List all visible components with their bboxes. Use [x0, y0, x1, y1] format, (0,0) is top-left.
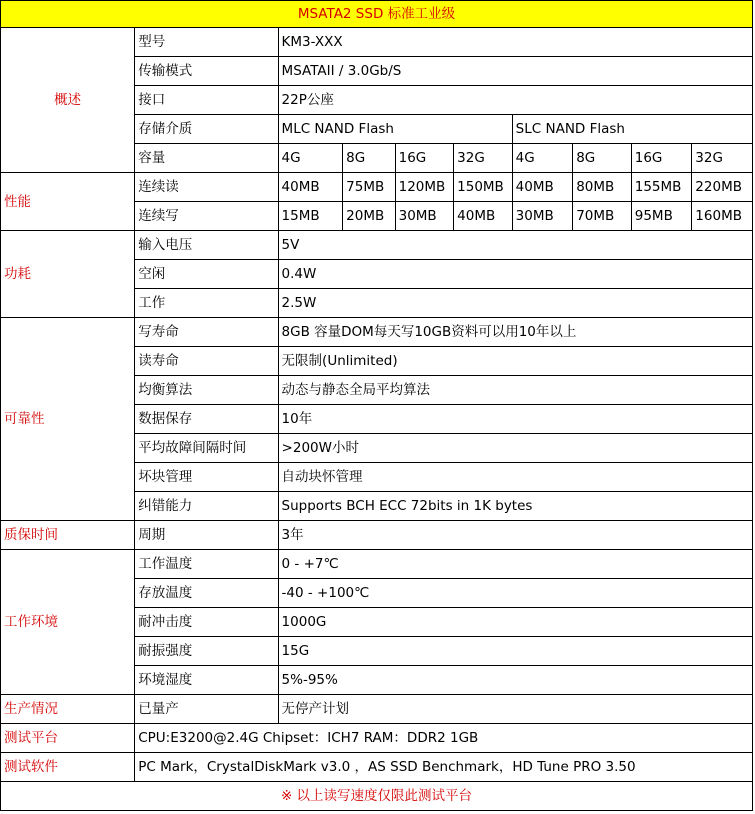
read-speed-cell: 40MB: [512, 173, 573, 202]
media-mlc: MLC NAND Flash: [278, 115, 512, 144]
row-value: >200W小时: [278, 434, 752, 463]
capacity-cell: 4G: [512, 144, 573, 173]
row-label: 纠错能力: [135, 492, 278, 521]
row-value: Supports BCH ECC 72bits in 1K bytes: [278, 492, 752, 521]
read-speed-cell: 150MB: [454, 173, 513, 202]
row-value: 3年: [278, 521, 752, 550]
write-speed-cell: 30MB: [512, 202, 573, 231]
write-speed-cell: 40MB: [454, 202, 513, 231]
row-label: 耐冲击度: [135, 608, 278, 637]
row-label: 读寿命: [135, 347, 278, 376]
table-row: [1, 231, 753, 260]
category-environment: 工作环境: [1, 550, 135, 695]
read-speed-cell: 220MB: [692, 173, 753, 202]
write-speed-cell: 70MB: [573, 202, 632, 231]
footnote-row: [1, 782, 753, 811]
row-label: 已量产: [135, 695, 278, 724]
row-value: 5%-95%: [278, 666, 752, 695]
category-power: 功耗: [1, 231, 135, 318]
write-speed-cell: 95MB: [631, 202, 692, 231]
capacity-cell: 32G: [454, 144, 513, 173]
row-value: 2.5W: [278, 289, 752, 318]
row-value: 15G: [278, 637, 752, 666]
row-label: 平均故障间隔时间: [135, 434, 278, 463]
row-label: 传输模式: [135, 57, 278, 86]
row-label: 周期: [135, 521, 278, 550]
table-row: [1, 695, 753, 724]
row-label: 型号: [135, 28, 278, 57]
write-speed-cell: 20MB: [343, 202, 395, 231]
capacity-cell: 8G: [343, 144, 395, 173]
table-row: [1, 318, 753, 347]
read-speed-cell: 75MB: [343, 173, 395, 202]
table-row: [1, 521, 753, 550]
category-test-software: 测试软件: [1, 753, 135, 782]
category-warranty: 质保时间: [1, 521, 135, 550]
capacity-cell: 16G: [395, 144, 454, 173]
table-row: [1, 173, 753, 202]
row-label: 容量: [135, 144, 278, 173]
read-speed-cell: 80MB: [573, 173, 632, 202]
row-label: 均衡算法: [135, 376, 278, 405]
category-performance: 性能: [1, 173, 135, 231]
write-speed-cell: 15MB: [278, 202, 343, 231]
row-value: 无停产计划: [278, 695, 752, 724]
row-value: 自动块怀管理: [278, 463, 752, 492]
row-label: 写寿命: [135, 318, 278, 347]
table-row: [1, 550, 753, 579]
row-value: CPU:E3200@2.4G Chipset：ICH7 RAM：DDR2 1GB: [135, 724, 753, 753]
footnote: ※ 以上读写速度仅限此测试平台: [1, 782, 753, 811]
row-value: 5V: [278, 231, 752, 260]
category-reliability: 可靠性: [1, 318, 135, 521]
category-test-platform: 测试平台: [1, 724, 135, 753]
row-value: MSATAII / 3.0Gb/S: [278, 57, 752, 86]
capacity-cell: 32G: [692, 144, 753, 173]
category-overview: 概述: [1, 28, 135, 173]
row-value: 22P公座: [278, 86, 752, 115]
read-speed-cell: 155MB: [631, 173, 692, 202]
row-label: 连续读: [135, 173, 278, 202]
row-value: 8GB 容量DOM每天写10GB资料可以用10年以上: [278, 318, 752, 347]
write-speed-cell: 30MB: [395, 202, 454, 231]
row-value: 动态与静态全局平均算法: [278, 376, 752, 405]
row-label: 耐振强度: [135, 637, 278, 666]
row-value: KM3-XXX: [278, 28, 752, 57]
write-speed-cell: 160MB: [692, 202, 753, 231]
row-label: 接口: [135, 86, 278, 115]
row-value: 0 - +7℃: [278, 550, 752, 579]
media-slc: SLC NAND Flash: [512, 115, 752, 144]
row-label: 数据保存: [135, 405, 278, 434]
category-production: 生产情况: [1, 695, 135, 724]
row-value: 0.4W: [278, 260, 752, 289]
table-row: [1, 724, 753, 753]
row-label: 存储介质: [135, 115, 278, 144]
row-label: 工作: [135, 289, 278, 318]
read-speed-cell: 40MB: [278, 173, 343, 202]
read-speed-cell: 120MB: [395, 173, 454, 202]
row-label: 连续写: [135, 202, 278, 231]
row-label: 工作温度: [135, 550, 278, 579]
row-label: 环境湿度: [135, 666, 278, 695]
row-label: 输入电压: [135, 231, 278, 260]
row-label: 存放温度: [135, 579, 278, 608]
row-label: 坏块管理: [135, 463, 278, 492]
table-title: MSATA2 SSD 标准工业级: [1, 1, 753, 28]
capacity-cell: 4G: [278, 144, 343, 173]
row-value: 10年: [278, 405, 752, 434]
row-value: -40 - +100℃: [278, 579, 752, 608]
row-value: 1000G: [278, 608, 752, 637]
row-label: 空闲: [135, 260, 278, 289]
capacity-cell: 16G: [631, 144, 692, 173]
title-row: [1, 1, 753, 28]
row-value: PC Mark，CrystalDiskMark v3.0 ，AS SSD Benchmark，HD Tune PRO 3.50: [135, 753, 753, 782]
capacity-cell: 8G: [573, 144, 632, 173]
table-row: [1, 28, 753, 57]
table-row: [1, 753, 753, 782]
row-value: 无限制(Unlimited): [278, 347, 752, 376]
